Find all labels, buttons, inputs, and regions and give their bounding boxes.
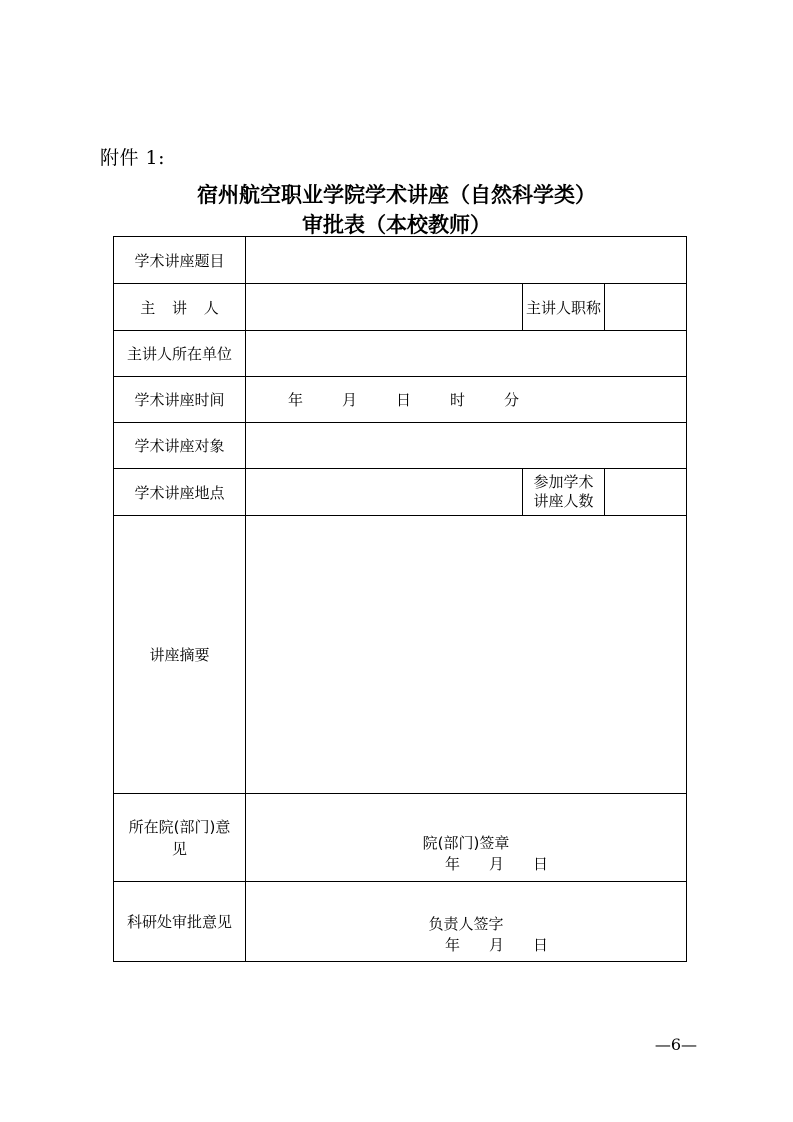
table-row [114,377,687,423]
dept-sign-date [246,853,686,874]
unit-value[interactable] [246,331,687,377]
unit-label: 主讲人所在单位 [114,331,246,377]
attendee-count-label [523,469,605,516]
dept-opinion-label-line1: 所在院(部门)意 [128,817,231,836]
abstract-label: 讲座摘要 [114,516,246,794]
attendee-count-value[interactable] [605,469,687,516]
time-minute: 分 [504,391,522,409]
office-sign-day: 日 [533,935,551,954]
table-row [114,423,687,469]
table-row [114,331,687,377]
table-row [114,284,687,331]
approval-form-table [113,236,687,962]
attendee-count-label-line1: 参加学术 [533,473,594,491]
table-row [114,882,687,962]
office-sign-date [246,934,686,955]
table-row [114,469,687,516]
attachment-label: 附件 1: [100,147,166,169]
audience-label: 学术讲座对象 [114,423,246,469]
speaker-label [114,284,246,331]
speaker-title-value[interactable] [605,284,687,331]
time-label: 学术讲座时间 [114,377,246,423]
topic-label: 学术讲座题目 [114,237,246,284]
table-row [114,516,687,794]
office-opinion-label: 科研处审批意见 [114,882,246,962]
datetime-line [246,389,686,410]
office-sign-month: 月 [489,935,507,954]
office-sign-text: 负责人签字 [428,914,504,933]
office-sign-year: 年 [445,935,463,954]
speaker-value[interactable] [246,284,523,331]
title-line-1: 宿州航空职业学院学术讲座（自然科学类） [197,183,596,207]
table-row [114,237,687,284]
topic-value[interactable] [246,237,687,284]
speaker-label-text: 主 讲 人 [140,298,225,317]
speaker-title-label: 主讲人职称 [523,284,605,331]
place-label: 学术讲座地点 [114,469,246,516]
dept-sign-month: 月 [489,854,507,873]
title-line-2: 审批表（本校教师） [302,213,491,237]
dept-sign-day: 日 [533,854,551,873]
dept-opinion-label [114,794,246,882]
time-hour: 时 [450,391,468,409]
office-sign-block [246,889,686,955]
dept-opinion-value[interactable] [246,794,687,882]
time-year: 年 [288,391,306,409]
time-day: 日 [396,391,414,409]
place-value[interactable] [246,469,523,516]
audience-value[interactable] [246,423,687,469]
table-row [114,794,687,882]
page-title [100,180,693,240]
dept-sign-text: 院(部门)签章 [422,833,510,852]
abstract-value[interactable] [246,516,687,794]
dept-sign-block [246,802,686,874]
office-opinion-value[interactable] [246,882,687,962]
attendee-count-label-line2: 讲座人数 [533,492,594,510]
dept-sign-year: 年 [445,854,463,873]
page-number: —6— [654,1035,697,1054]
time-month: 月 [342,391,360,409]
time-value[interactable] [246,377,687,423]
dept-opinion-label-line2: 见 [171,839,187,858]
